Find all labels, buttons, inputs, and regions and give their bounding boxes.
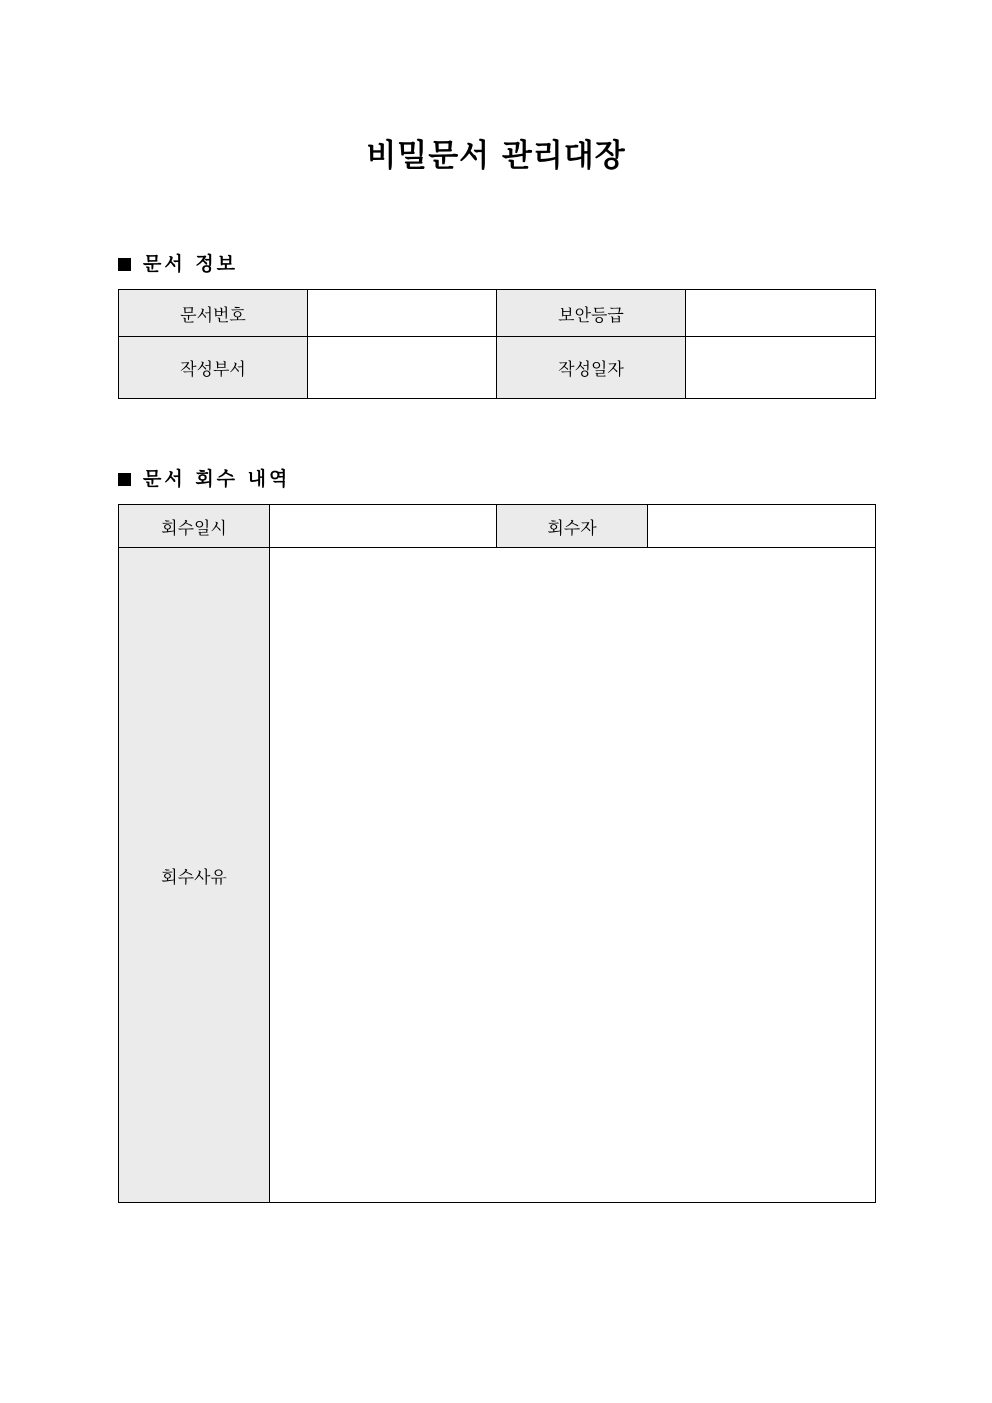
square-bullet-icon [118, 258, 131, 271]
recall-datetime-label: 회수일시 [119, 505, 270, 548]
section-heading-document-info [118, 251, 238, 277]
doc-number-label: 문서번호 [119, 290, 308, 337]
recall-reason-label: 회수사유 [119, 548, 270, 1203]
created-date-field[interactable] [686, 337, 876, 399]
section-heading-label: 문서 정보 [143, 253, 239, 275]
created-date-label: 작성일자 [497, 337, 686, 399]
page-title: 비밀문서 관리대장 [366, 138, 626, 174]
section-heading-label: 문서 회수 내역 [143, 468, 291, 490]
table-row [119, 505, 876, 548]
section-heading-recall [118, 466, 290, 492]
recall-datetime-field[interactable] [270, 505, 497, 548]
recaller-label: 회수자 [497, 505, 648, 548]
author-dept-field[interactable] [308, 337, 497, 399]
table-row [119, 548, 876, 1203]
recall-history-table [118, 504, 876, 1203]
doc-number-field[interactable] [308, 290, 497, 337]
table-row [119, 290, 876, 337]
security-level-label: 보안등급 [497, 290, 686, 337]
recall-reason-field[interactable] [270, 548, 876, 1203]
square-bullet-icon [118, 473, 131, 486]
document-info-table [118, 289, 876, 399]
author-dept-label: 작성부서 [119, 337, 308, 399]
table-row [119, 337, 876, 399]
recaller-field[interactable] [648, 505, 876, 548]
security-level-field[interactable] [686, 290, 876, 337]
